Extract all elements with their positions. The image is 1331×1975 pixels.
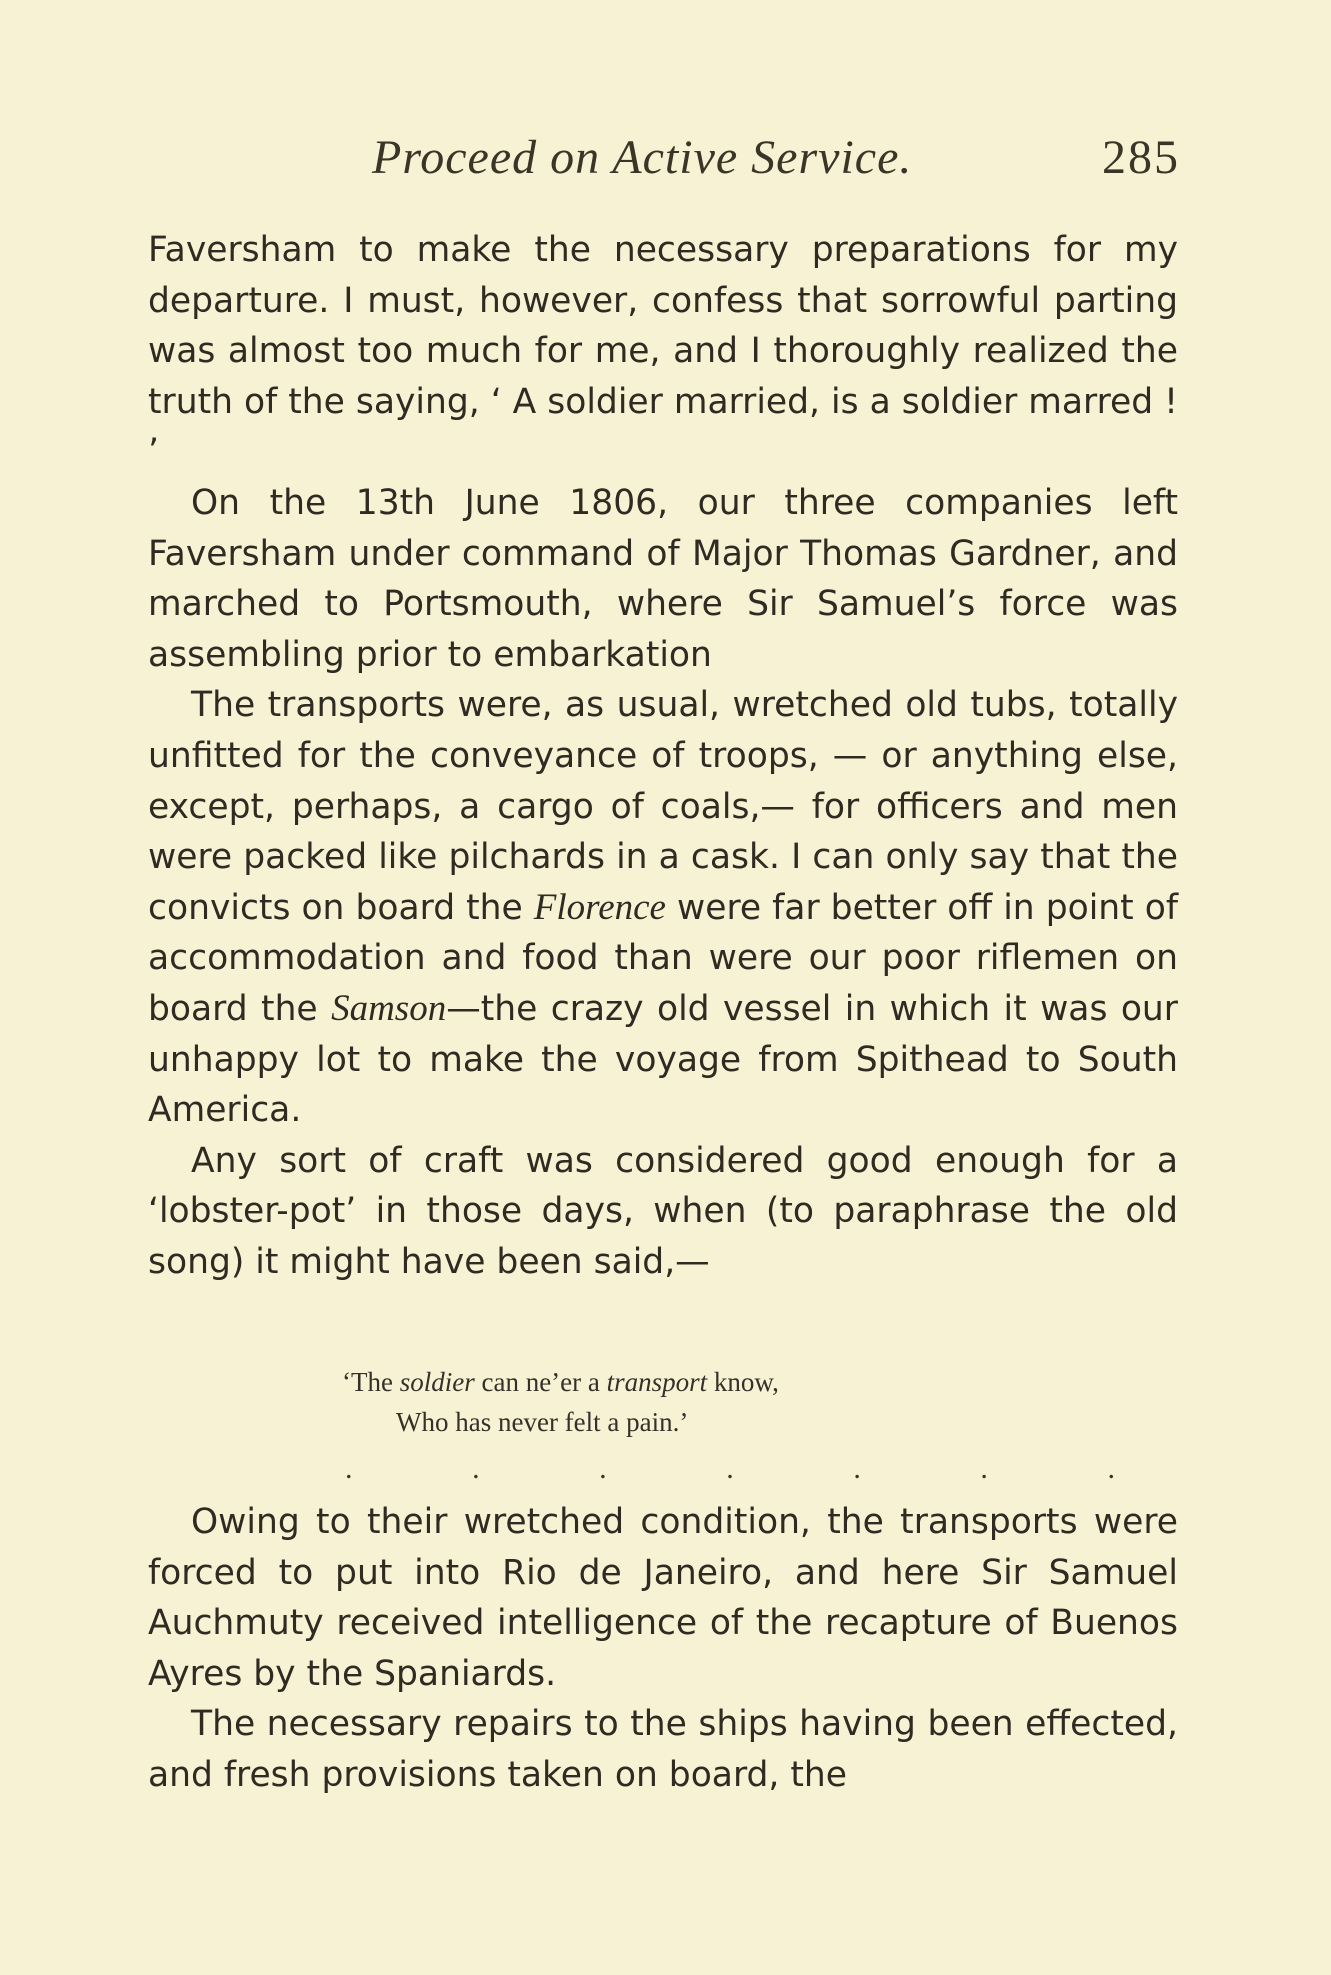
paragraph [148, 680, 1178, 1135]
body-text-continued [148, 1497, 1178, 1801]
text-run: The necessary repairs to the ships having been effected, and fresh provisions taken on board, the [148, 1704, 1178, 1795]
ellipsis-dot: . [472, 1452, 480, 1485]
text-run: Faversham to make the necessary preparations for my departure. I must, however, confess that sorrowful parting was almost too much for me, and I thoroughly realized the truth of the saying, ‘ A soldier married, is a soldier marred ! ’ [148, 230, 1178, 473]
text-run: Any sort of craft was considered good enough for a ‘lobster-pot’ in those days, when (to paraphrase the old song) it might have been said,— [148, 1140, 1178, 1282]
text-run: Owing to their wretched condition, the transports were forced to put into Rio de Janeiro, and here Sir Samuel Auchmuty received intelligence of the recapture of Buenos Ayres by the Spaniards. [148, 1502, 1178, 1694]
italic-text: Samson [331, 987, 447, 1029]
page-number: 285 [1102, 131, 1180, 184]
paragraph [148, 225, 1178, 478]
text-run: can ne’er a [474, 1367, 607, 1397]
verse-quotation [342, 1362, 1002, 1442]
paragraph [148, 1497, 1178, 1699]
body-text [148, 225, 1178, 1287]
running-title: Proceed on Active Service. [372, 131, 913, 184]
italic-text: transport [606, 1367, 708, 1397]
italic-text: Florence [533, 886, 666, 928]
ellipsis-dot: . [853, 1452, 861, 1485]
ellipsis-dot: . [1107, 1452, 1115, 1485]
text-run: —the crazy old vessel in which it was our unhappy lot to make the voyage from Spithead to South America. [148, 988, 1178, 1131]
page-header [150, 128, 1180, 198]
ellipsis-dot: . [726, 1452, 734, 1485]
paragraph [148, 1699, 1178, 1800]
text-run: The transports were, as usual, wretched old tubs, totally unfitted for the conveyance of troops, — or anything else, except, perhaps, a cargo of coals,— for officers and men were packed like pilchards in a cask. I can only say that the convicts on board the [148, 685, 1178, 928]
verse-line-1 [342, 1362, 1002, 1402]
ellipsis-dot: . [345, 1452, 353, 1485]
ellipsis-divider [345, 1452, 1115, 1485]
italic-text: soldier [399, 1367, 475, 1397]
text-run: ‘The [342, 1367, 400, 1397]
ellipsis-dot: . [980, 1452, 988, 1485]
text-run: know, [707, 1367, 779, 1397]
text-run: On the 13th June 1806, our three companies left Faversham under command of Major Thomas Gardner, and marched to Portsmouth, where Sir Samuel’s force was assembling prior to embarkation [148, 482, 1178, 675]
paragraph [148, 1136, 1178, 1288]
ellipsis-dot: . [599, 1452, 607, 1485]
paragraph [148, 478, 1178, 680]
text-run: were far better off in point of accommodation and food than were our poor riflemen on board the [148, 887, 1178, 1029]
verse-line-2: Who has never felt a pain.’ [396, 1407, 689, 1437]
